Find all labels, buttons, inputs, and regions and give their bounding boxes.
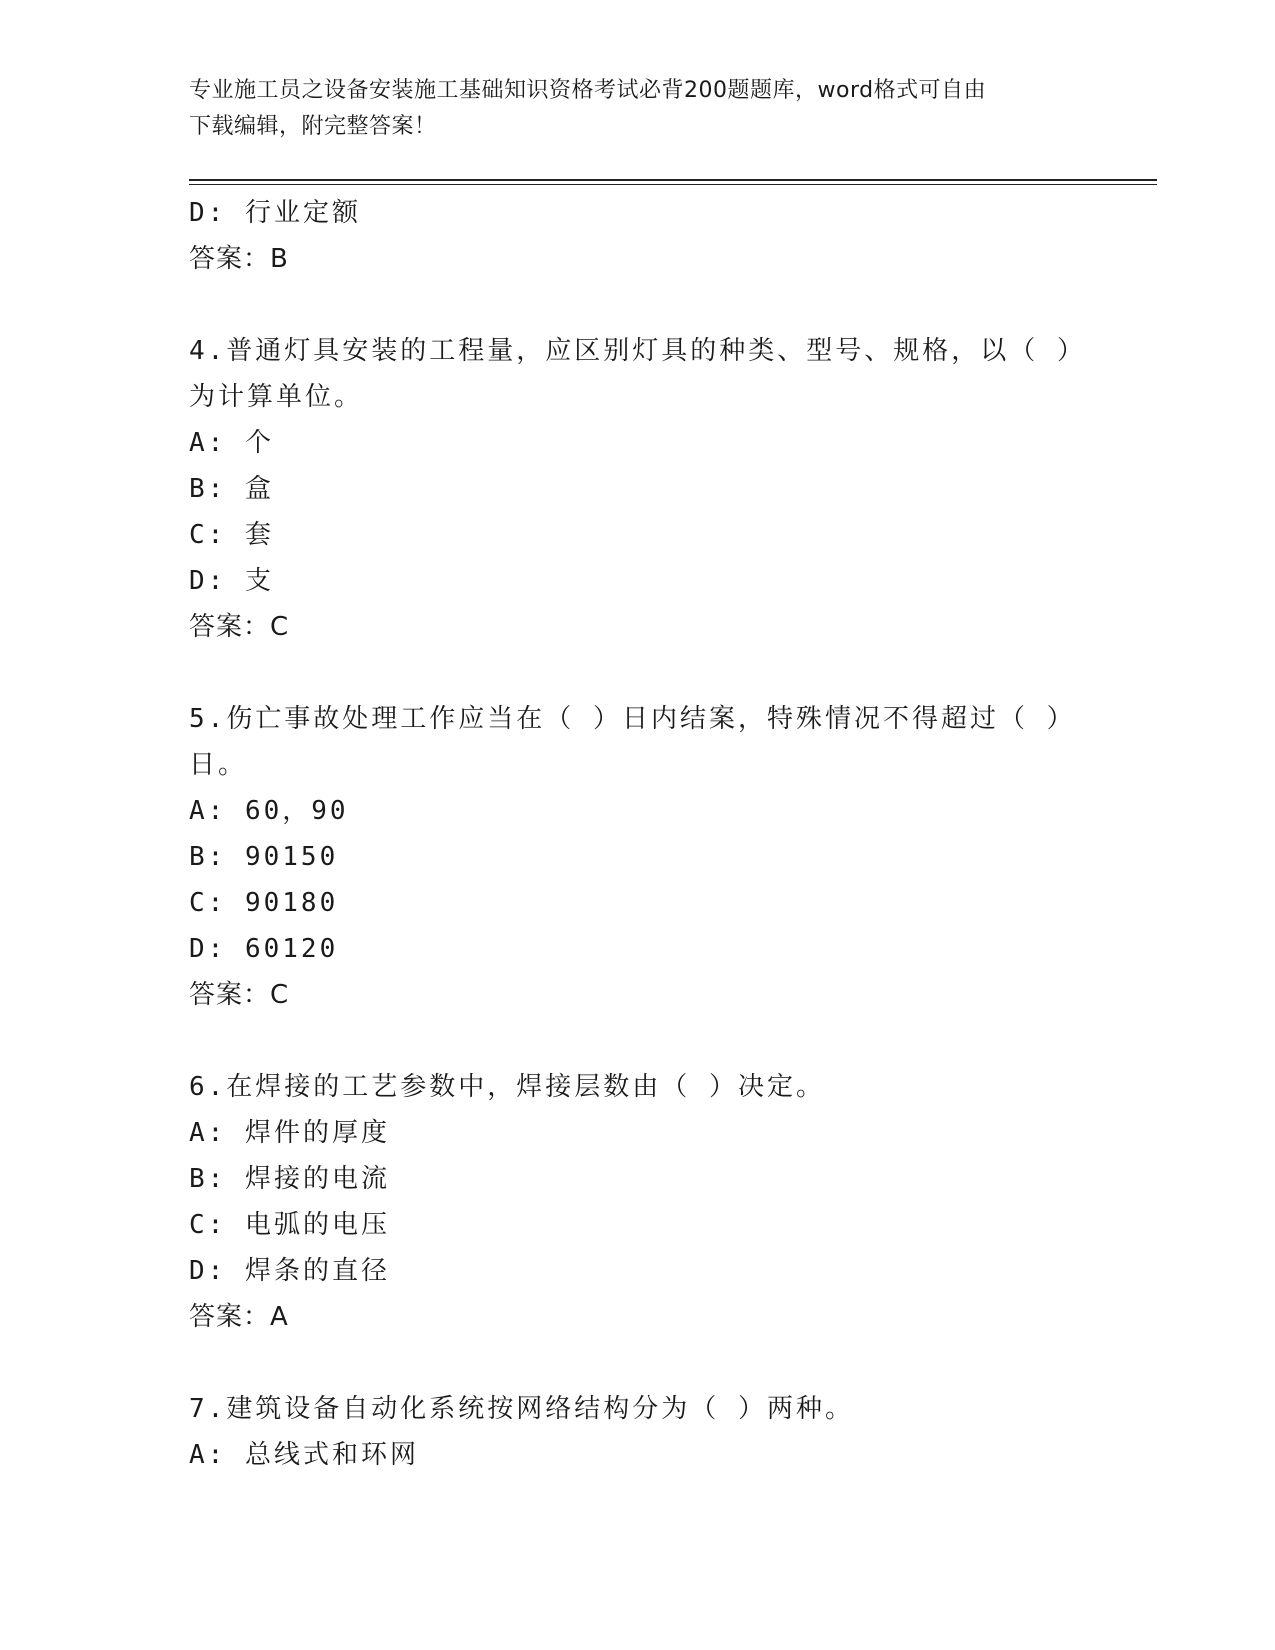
question-gap bbox=[189, 1340, 1089, 1386]
header-line-2: 下载编辑，附完整答案！ bbox=[189, 114, 437, 139]
option-a: A: 焊件的厚度 bbox=[189, 1118, 390, 1148]
option-c: C: 套 bbox=[189, 520, 274, 550]
option-d: D: 支 bbox=[189, 566, 274, 596]
question-stem-line-1: 4.普通灯具安装的工程量，应区别灯具的种类、型号、规格，以（ ） bbox=[189, 336, 1086, 366]
question-4 bbox=[189, 328, 1089, 650]
header-line-1: 专业施工员之设备安装施工基础知识资格考试必背200题题库，word格式可自由 bbox=[189, 78, 987, 103]
option-a: A: 个 bbox=[189, 428, 274, 458]
option-b: B: 焊接的电流 bbox=[189, 1164, 390, 1194]
question-stem-line-1: 6.在焊接的工艺参数中，焊接层数由（ ）决定。 bbox=[189, 1072, 825, 1102]
question-gap bbox=[189, 650, 1089, 696]
question-3 bbox=[189, 190, 1089, 282]
option-c: C: 电弧的电压 bbox=[189, 1210, 390, 1240]
answer: 答案：C bbox=[189, 980, 290, 1010]
question-stem-line-1: 5.伤亡事故处理工作应当在（ ）日内结案，特殊情况不得超过（ ） bbox=[189, 704, 1076, 734]
answer: 答案：C bbox=[189, 612, 290, 642]
option-c: C: 90180 bbox=[189, 888, 339, 918]
question-gap bbox=[189, 282, 1089, 328]
option-d: D: 行业定额 bbox=[189, 198, 361, 228]
question-list bbox=[189, 190, 1089, 1478]
question-5 bbox=[189, 696, 1089, 1018]
header-divider-thick bbox=[189, 179, 1157, 181]
option-d: D: 60120 bbox=[189, 934, 339, 964]
question-stem-line-2: 为计算单位。 bbox=[189, 382, 364, 412]
question-stem-line-2: 日。 bbox=[189, 750, 248, 780]
question-gap bbox=[189, 1018, 1089, 1064]
option-b: B: 90150 bbox=[189, 842, 339, 872]
option-a: A: 总线式和环网 bbox=[189, 1440, 419, 1470]
question-6 bbox=[189, 1064, 1089, 1340]
question-stem-line-1: 7.建筑设备自动化系统按网络结构分为（ ）两种。 bbox=[189, 1394, 854, 1424]
answer: 答案：A bbox=[189, 1302, 289, 1332]
option-a: A: 60，90 bbox=[189, 796, 349, 826]
question-7 bbox=[189, 1386, 1089, 1478]
answer: 答案：B bbox=[189, 244, 289, 274]
option-d: D: 焊条的直径 bbox=[189, 1256, 390, 1286]
header-divider-thin bbox=[189, 184, 1157, 185]
document-header bbox=[189, 73, 1089, 145]
option-b: B: 盒 bbox=[189, 474, 274, 504]
